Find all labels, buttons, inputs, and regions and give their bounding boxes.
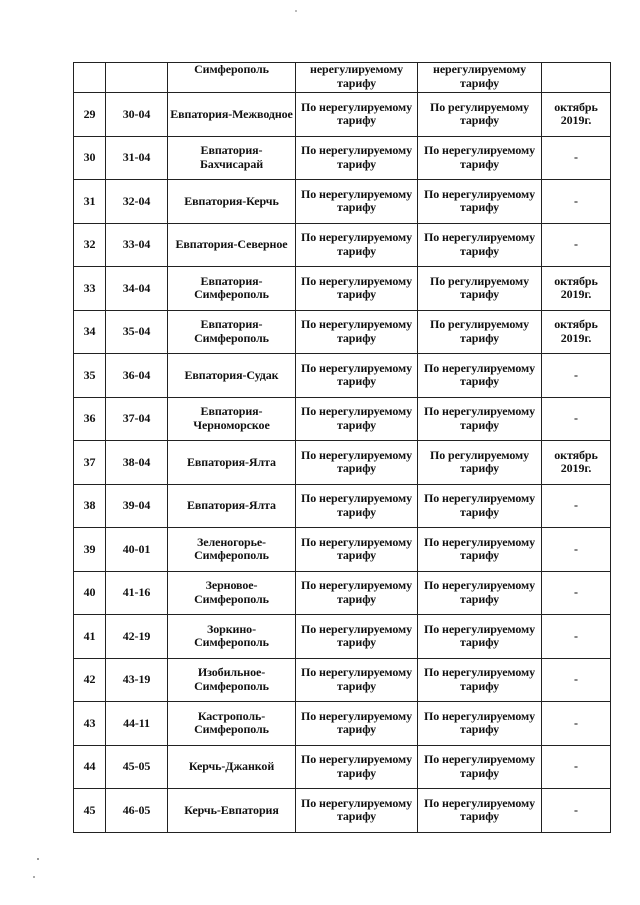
cell-route-code: 30-04 bbox=[106, 93, 168, 137]
cell-fare-old: нерегулируемому тарифу bbox=[296, 63, 418, 93]
cell-fare-new: нерегулируемому тарифу bbox=[418, 63, 542, 93]
cell-fare-new: По регулируемому тарифу bbox=[418, 441, 542, 485]
cell-date: октябрь 2019г. bbox=[542, 267, 611, 311]
cell-route-name: Кастрополь-Симферополь bbox=[168, 702, 296, 746]
scan-speck bbox=[37, 858, 39, 860]
cell-fare-new: По нерегулируемому тарифу bbox=[418, 615, 542, 659]
cell-route-name: Зоркино-Симферополь bbox=[168, 615, 296, 659]
table-row bbox=[74, 484, 611, 528]
cell-route-code: 35-04 bbox=[106, 310, 168, 354]
cell-number: 44 bbox=[74, 745, 106, 789]
cell-date: - bbox=[542, 397, 611, 441]
cell-route-name: Изобильное-Симферополь bbox=[168, 658, 296, 702]
cell-route-code: 36-04 bbox=[106, 354, 168, 398]
cell-number: 40 bbox=[74, 571, 106, 615]
cell-route-code: 39-04 bbox=[106, 484, 168, 528]
cell-date: октябрь 2019г. bbox=[542, 441, 611, 485]
cell-route-name: Евпатория-Судак bbox=[168, 354, 296, 398]
cell-route-name: Евпатория-Ялта bbox=[168, 441, 296, 485]
scan-speck bbox=[33, 876, 35, 878]
cell-number: 37 bbox=[74, 441, 106, 485]
table-row bbox=[74, 615, 611, 659]
cell-number: 41 bbox=[74, 615, 106, 659]
cell-route-name: Евпатория-Бахчисарай bbox=[168, 136, 296, 180]
cell-fare-old: По нерегулируемому тарифу bbox=[296, 397, 418, 441]
cell-fare-new: По нерегулируемому тарифу bbox=[418, 136, 542, 180]
cell-date: - bbox=[542, 702, 611, 746]
cell-fare-old: По нерегулируемому тарифу bbox=[296, 745, 418, 789]
cell-fare-old: По нерегулируемому тарифу bbox=[296, 441, 418, 485]
cell-number: 42 bbox=[74, 658, 106, 702]
cell-date: - bbox=[542, 658, 611, 702]
cell-route-code bbox=[106, 63, 168, 93]
cell-number: 34 bbox=[74, 310, 106, 354]
scan-speck bbox=[295, 10, 297, 12]
cell-route-name: Евпатория-Симферополь bbox=[168, 267, 296, 311]
table-row bbox=[74, 180, 611, 224]
cell-fare-old: По нерегулируемому тарифу bbox=[296, 93, 418, 137]
cell-route-name: Евпатория-Керчь bbox=[168, 180, 296, 224]
cell-route-code: 42-19 bbox=[106, 615, 168, 659]
cell-route-code: 40-01 bbox=[106, 528, 168, 572]
cell-number: 35 bbox=[74, 354, 106, 398]
cell-number: 43 bbox=[74, 702, 106, 746]
cell-route-name: Керчь-Евпатория bbox=[168, 789, 296, 833]
cell-fare-old: По нерегулируемому тарифу bbox=[296, 571, 418, 615]
cell-date: - bbox=[542, 223, 611, 267]
cell-number: 45 bbox=[74, 789, 106, 833]
cell-route-code: 33-04 bbox=[106, 223, 168, 267]
cell-date: - bbox=[542, 136, 611, 180]
cell-route-name: Евпатория-Северное bbox=[168, 223, 296, 267]
cell-fare-old: По нерегулируемому тарифу bbox=[296, 528, 418, 572]
cell-date: - bbox=[542, 528, 611, 572]
cell-route-name: Симферополь bbox=[168, 63, 296, 93]
cell-route-code: 31-04 bbox=[106, 136, 168, 180]
cell-number: 39 bbox=[74, 528, 106, 572]
cell-fare-old: По нерегулируемому тарифу bbox=[296, 615, 418, 659]
cell-route-code: 32-04 bbox=[106, 180, 168, 224]
table-row bbox=[74, 745, 611, 789]
table-row-continued bbox=[74, 63, 611, 93]
cell-number: 29 bbox=[74, 93, 106, 137]
table-row bbox=[74, 528, 611, 572]
cell-fare-new: По нерегулируемому тарифу bbox=[418, 789, 542, 833]
cell-route-name: Евпатория-Межводное bbox=[168, 93, 296, 137]
cell-fare-old: По нерегулируемому тарифу bbox=[296, 484, 418, 528]
cell-date bbox=[542, 63, 611, 93]
cell-number: 30 bbox=[74, 136, 106, 180]
cell-route-code: 37-04 bbox=[106, 397, 168, 441]
cell-fare-old: По нерегулируемому тарифу bbox=[296, 310, 418, 354]
cell-fare-new: По нерегулируемому тарифу bbox=[418, 180, 542, 224]
table-row bbox=[74, 571, 611, 615]
cell-date: - bbox=[542, 571, 611, 615]
cell-fare-new: По регулируемому тарифу bbox=[418, 267, 542, 311]
table-row bbox=[74, 354, 611, 398]
cell-date: октябрь 2019г. bbox=[542, 310, 611, 354]
table-row bbox=[74, 441, 611, 485]
cell-route-code: 34-04 bbox=[106, 267, 168, 311]
table-row bbox=[74, 310, 611, 354]
cell-date: - bbox=[542, 745, 611, 789]
cell-route-code: 44-11 bbox=[106, 702, 168, 746]
cell-route-code: 38-04 bbox=[106, 441, 168, 485]
table-row bbox=[74, 702, 611, 746]
cell-route-name: Евпатория-Симферополь bbox=[168, 310, 296, 354]
cell-fare-new: По нерегулируемому тарифу bbox=[418, 745, 542, 789]
cell-number: 36 bbox=[74, 397, 106, 441]
table-row bbox=[74, 658, 611, 702]
table-row bbox=[74, 267, 611, 311]
cell-route-code: 46-05 bbox=[106, 789, 168, 833]
cell-route-name: Зерновое-Симферополь bbox=[168, 571, 296, 615]
cell-route-name: Евпатория-Черноморское bbox=[168, 397, 296, 441]
cell-fare-old: По нерегулируемому тарифу bbox=[296, 136, 418, 180]
cell-route-code: 45-05 bbox=[106, 745, 168, 789]
cell-fare-old: По нерегулируемому тарифу bbox=[296, 180, 418, 224]
cell-fare-old: По нерегулируемому тарифу bbox=[296, 789, 418, 833]
cell-date: - bbox=[542, 484, 611, 528]
cell-date: октябрь 2019г. bbox=[542, 93, 611, 137]
cell-fare-old: По нерегулируемому тарифу bbox=[296, 267, 418, 311]
cell-fare-new: По нерегулируемому тарифу bbox=[418, 658, 542, 702]
cell-route-name: Керчь-Джанкой bbox=[168, 745, 296, 789]
cell-date: - bbox=[542, 354, 611, 398]
cell-fare-new: По нерегулируемому тарифу bbox=[418, 354, 542, 398]
cell-number: 33 bbox=[74, 267, 106, 311]
cell-fare-new: По нерегулируемому тарифу bbox=[418, 484, 542, 528]
routes-table bbox=[73, 62, 611, 833]
cell-route-code: 41-16 bbox=[106, 571, 168, 615]
cell-fare-new: По нерегулируемому тарифу bbox=[418, 702, 542, 746]
table-row bbox=[74, 397, 611, 441]
cell-fare-new: По нерегулируемому тарифу bbox=[418, 223, 542, 267]
cell-fare-old: По нерегулируемому тарифу bbox=[296, 702, 418, 746]
cell-number bbox=[74, 63, 106, 93]
cell-fare-old: По нерегулируемому тарифу bbox=[296, 223, 418, 267]
table-row bbox=[74, 789, 611, 833]
cell-number: 38 bbox=[74, 484, 106, 528]
cell-route-name: Зеленогорье-Симферополь bbox=[168, 528, 296, 572]
cell-route-code: 43-19 bbox=[106, 658, 168, 702]
cell-fare-old: По нерегулируемому тарифу bbox=[296, 354, 418, 398]
table-row bbox=[74, 223, 611, 267]
cell-route-name: Евпатория-Ялта bbox=[168, 484, 296, 528]
cell-date: - bbox=[542, 615, 611, 659]
cell-fare-new: По регулируемому тарифу bbox=[418, 310, 542, 354]
cell-fare-new: По регулируемому тарифу bbox=[418, 93, 542, 137]
cell-date: - bbox=[542, 180, 611, 224]
cell-fare-new: По нерегулируемому тарифу bbox=[418, 528, 542, 572]
cell-number: 31 bbox=[74, 180, 106, 224]
cell-number: 32 bbox=[74, 223, 106, 267]
table-row bbox=[74, 136, 611, 180]
table-row bbox=[74, 93, 611, 137]
cell-fare-new: По нерегулируемому тарифу bbox=[418, 571, 542, 615]
routes-table-body bbox=[74, 63, 611, 833]
cell-fare-new: По нерегулируемому тарифу bbox=[418, 397, 542, 441]
cell-date: - bbox=[542, 789, 611, 833]
cell-fare-old: По нерегулируемому тарифу bbox=[296, 658, 418, 702]
